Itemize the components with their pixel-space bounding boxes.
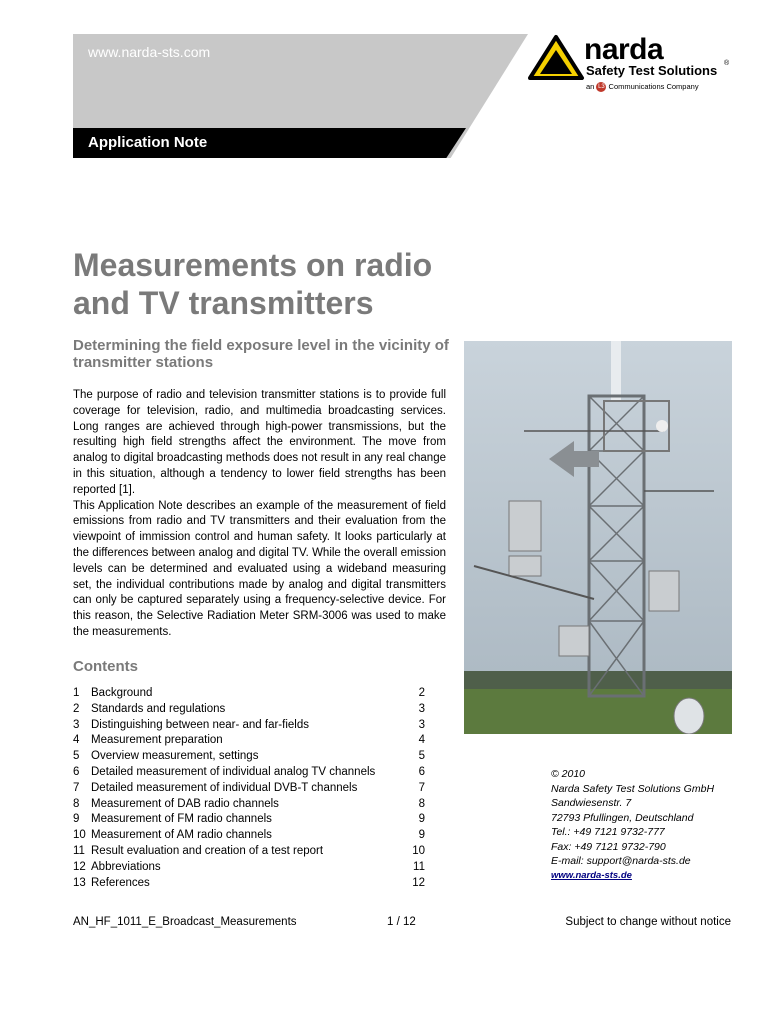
- website-url[interactable]: www.narda-sts.com: [88, 44, 211, 60]
- document-id: AN_HF_1011_E_Broadcast_Measurements: [73, 916, 297, 928]
- toc-row[interactable]: [73, 733, 425, 749]
- intro-paragraph-2: This Application Note describes an example of the measurement of field emissions from radio and TV transmitters and their evaluation from the viewpoint of immission control and human safety. It looks particularly at the differences between analog and digital TV. While the overall emission levels can be determined and evaluated using a wideband measuring set, the individual contributions made by analog and digital transmitters can only be captured separately using a frequency-selective device. For this reason, the Selective Radiation Meter SRM-3006 was used to make the measurements.: [73, 499, 446, 638]
- logo-company-line: [586, 82, 699, 92]
- toc-row[interactable]: [73, 702, 425, 718]
- intro-text: [73, 388, 446, 641]
- toc-title: Measurement preparation: [91, 734, 223, 747]
- toc-number: 12: [73, 860, 86, 873]
- toc-number: 11: [73, 844, 85, 857]
- website-link[interactable]: www.narda-sts.de: [551, 869, 632, 881]
- section-label: Application Note: [88, 134, 208, 151]
- transmitter-tower-photo: [464, 341, 732, 734]
- toc-page-number: 9: [418, 813, 425, 826]
- page-title: Measurements on radio and TV transmitters: [73, 247, 433, 321]
- toc-title: Abbreviations: [91, 860, 161, 873]
- company-prefix: an: [586, 82, 595, 91]
- toc-page-number: 3: [418, 718, 425, 731]
- logo-wordmark: narda: [584, 33, 664, 66]
- toc-page-number: 10: [412, 844, 425, 857]
- toc-row[interactable]: [73, 812, 425, 828]
- intro-paragraph-1: The purpose of radio and television transmitter stations is to provide full coverage for television, radio, and multimedia broadcasting services. Long ranges are achieved through high-power transmissions, but the resulting high field strengths affect the environment. The move from analog to digital broadcasting methods does not result in any real change in this situation, although a tendency to lower field strengths has been reported [1].: [73, 389, 446, 496]
- copyright: © 2010: [551, 768, 586, 780]
- company-name: Narda Safety Test Solutions GmbH: [551, 782, 715, 795]
- toc-number: 5: [73, 750, 80, 763]
- toc-number: 9: [73, 813, 80, 826]
- toc-number: 13: [73, 876, 86, 889]
- change-notice: Subject to change without notice: [565, 916, 731, 928]
- toc-number: 3: [73, 718, 80, 731]
- toc-title: Detailed measurement of individual DVB-T channels: [91, 781, 358, 794]
- toc-title: Standards and regulations: [91, 702, 226, 715]
- toc-row[interactable]: [73, 781, 425, 797]
- toc-page-number: 4: [418, 734, 425, 747]
- toc-number: 1: [73, 687, 80, 699]
- toc-title: Overview measurement, settings: [91, 750, 259, 763]
- telephone: Tel.: +49 7121 9732-777: [551, 826, 665, 838]
- toc-page-number: 7: [418, 781, 425, 794]
- toc-page-number: 5: [418, 750, 425, 763]
- email[interactable]: E-mail: support@narda-sts.de: [551, 855, 691, 867]
- toc-row[interactable]: [73, 797, 425, 813]
- page-number: 1 / 12: [387, 916, 416, 928]
- toc-row[interactable]: [73, 860, 425, 876]
- toc-number: 10: [73, 829, 86, 842]
- toc-title: Result evaluation and creation of a test report: [91, 844, 324, 857]
- toc-title: Measurement of FM radio channels: [91, 813, 272, 826]
- toc-row[interactable]: [73, 876, 425, 892]
- toc-number: 7: [73, 781, 80, 794]
- toc-title: Background: [91, 687, 153, 699]
- street: Sandwiesenstr. 7: [551, 797, 632, 809]
- toc-title: Distinguishing between near- and far-fields: [91, 718, 309, 731]
- contact-address: [551, 767, 714, 883]
- toc-title: Measurement of DAB radio channels: [91, 797, 279, 810]
- toc-page-number: 9: [418, 829, 425, 842]
- toc-title: Detailed measurement of individual analog TV channels: [91, 765, 376, 778]
- toc-row[interactable]: [73, 765, 425, 781]
- contents-heading: Contents: [73, 658, 138, 675]
- toc-page-number: 8: [418, 797, 425, 810]
- logo-tagline: Safety Test Solutions: [586, 63, 718, 78]
- toc-number: 6: [73, 765, 80, 778]
- toc-row[interactable]: [73, 718, 425, 734]
- toc-title: References: [91, 876, 150, 889]
- toc-number: 2: [73, 702, 80, 715]
- toc-row[interactable]: [73, 749, 425, 765]
- page-subtitle: Determining the field exposure level in the vicinity of transmitter stations: [73, 337, 449, 371]
- toc-row[interactable]: [73, 828, 425, 844]
- table-of-contents: [73, 686, 425, 891]
- toc-page-number: 12: [412, 876, 425, 889]
- toc-page-number: 3: [418, 702, 425, 715]
- toc-number: 4: [73, 734, 80, 747]
- toc-page-number: 11: [413, 860, 425, 873]
- l3-badge-icon: L3: [598, 84, 605, 91]
- toc-page-number: 6: [418, 765, 425, 778]
- toc-row[interactable]: [73, 844, 425, 860]
- toc-row[interactable]: [73, 686, 425, 702]
- city: 72793 Pfullingen, Deutschland: [551, 811, 694, 824]
- toc-page-number: 2: [418, 687, 425, 699]
- toc-number: 8: [73, 797, 80, 810]
- registered-mark: ®: [724, 60, 730, 67]
- company-suffix: Communications Company: [608, 82, 699, 91]
- toc-title: Measurement of AM radio channels: [91, 829, 272, 842]
- fax: Fax: +49 7121 9732-790: [551, 840, 666, 853]
